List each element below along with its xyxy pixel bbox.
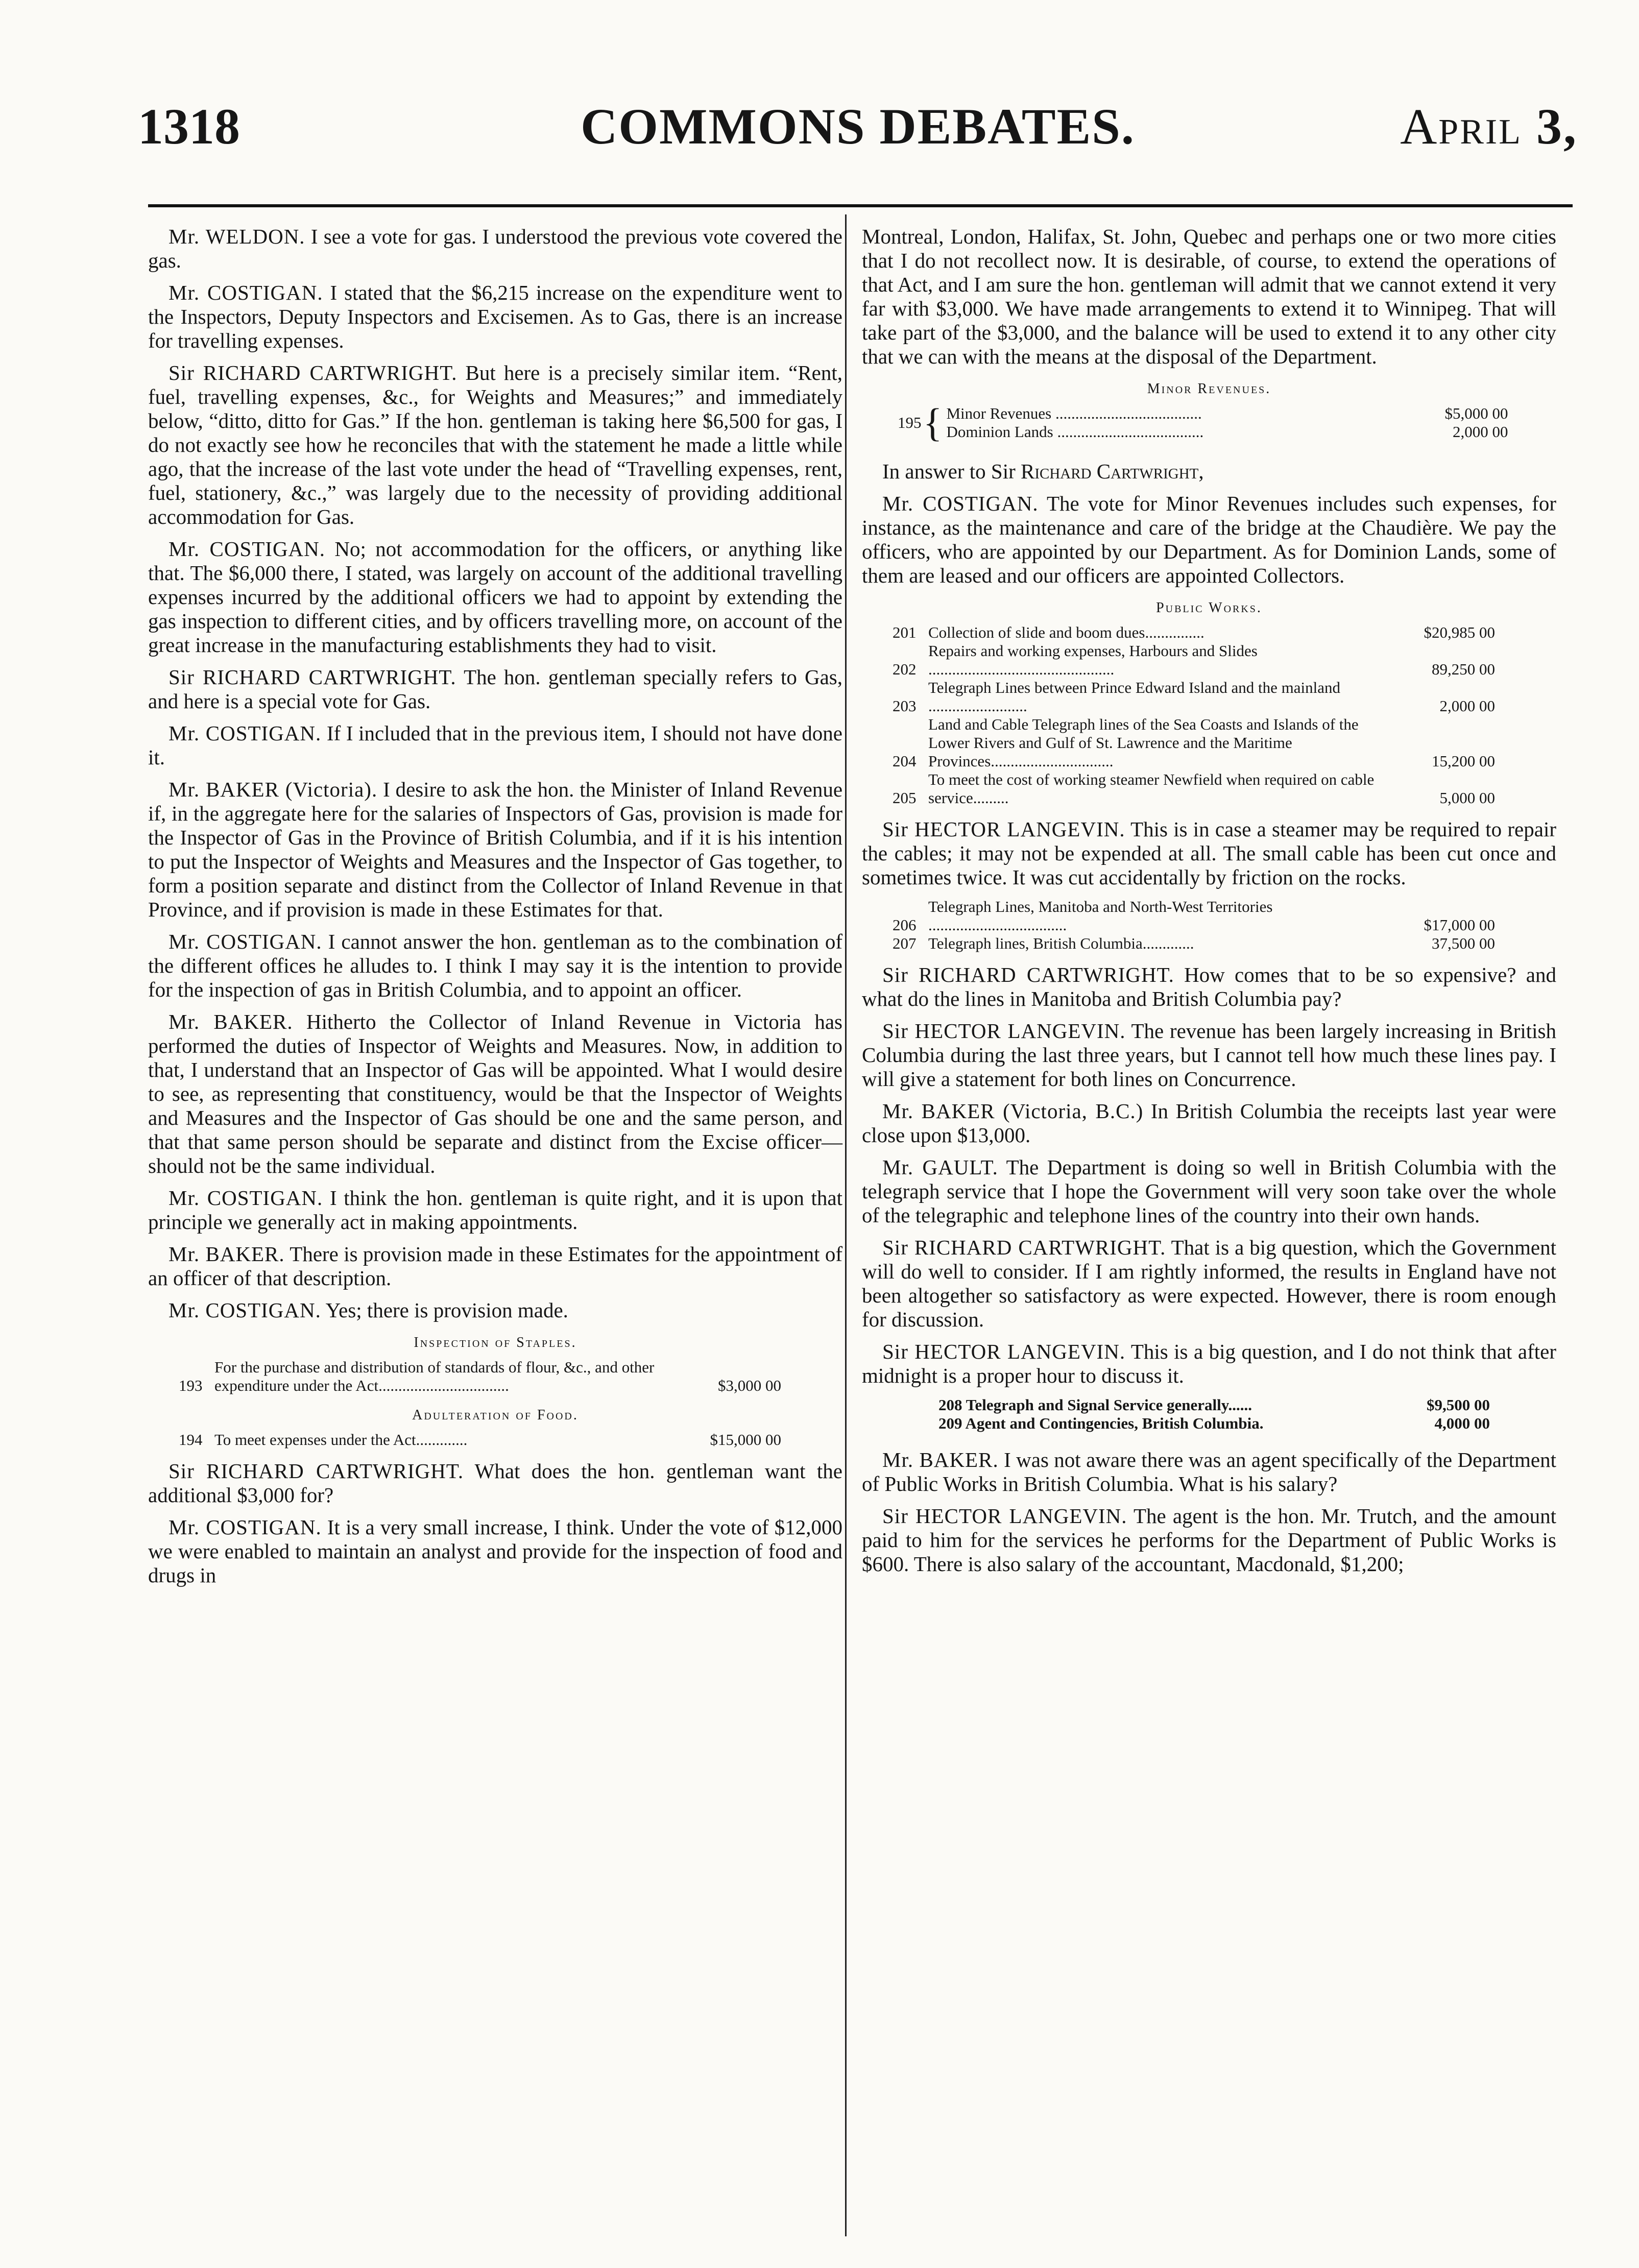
answer-intro-prefix: In answer to Sir bbox=[882, 460, 1016, 483]
item-number: 194 bbox=[179, 1431, 203, 1449]
speech-text: Hitherto the Collector of Inland Revenue in Victoria has performed the duties of Inspector of Weights and Measures. Now, in addition to that, I understand that an Inspector of Gas will be appointed. What I would desire to see, as representing that constituency, would be that the Inspector of Weights and Measures and the Inspector of Gas should be one and the same person, and that that same person should be separate and distinct from the Excise officer—should not be the same individual. bbox=[148, 1010, 842, 1177]
speech-text: But here is a precisely similar item. “Rent, fuel, travelling expenses, &c., for Weights and Measures;” and immediately below, “ditto, ditto for Gas.” If the hon. gentleman is taking here $6,500 for gas, I do not exactly see how he reconciles that with the statement he made a little while ago, that the increase of the last vote under the head of “Travelling expenses, rent, fuel, stationery, &c.,” was largely due to the necessity of providing additional accommodation for Gas. bbox=[148, 361, 843, 528]
speaker-name: Sir RICHARD CARTWRIGHT. bbox=[882, 1236, 1166, 1259]
item-amount: $20,985 00 bbox=[1424, 623, 1495, 641]
speech-paragraph bbox=[862, 817, 1556, 889]
item-number: 206 bbox=[893, 916, 917, 934]
speech-paragraph bbox=[862, 1019, 1556, 1091]
table-row bbox=[893, 623, 1495, 642]
item-description: Minor Revenues ..................................... bbox=[946, 404, 1202, 422]
speaker-name: Mr. COSTIGAN. bbox=[168, 1515, 322, 1539]
item-amount: 4,000 00 bbox=[1434, 1414, 1490, 1432]
item-amount: 15,200 00 bbox=[1432, 752, 1495, 770]
speech-text: The revenue has been largely increasing in British Columbia during the last three years, but I cannot tell how much these lines pay. I will give a statement for both lines on Concurrence. bbox=[862, 1019, 1556, 1091]
item-number: 205 bbox=[893, 789, 917, 807]
item-description: To meet the cost of working steamer Newfield when required on cable service......... bbox=[928, 770, 1375, 807]
speech-text: If I included that in the previous item, I should not have done it. bbox=[148, 721, 842, 769]
speech-paragraph bbox=[148, 225, 842, 273]
speaker-name: Mr. GAULT. bbox=[882, 1155, 998, 1179]
speaker-name: Sir HECTOR LANGEVIN. bbox=[882, 1504, 1127, 1528]
table-row bbox=[946, 404, 1508, 423]
speech-text: I desire to ask the hon. the Minister of Inland Revenue if, in the aggregate here for the salaries of Inspectors of Gas, provision is made for the Inspector of Gas in the Province of British Columbia, and if it is his intention to put the Inspector of Weights and Measures and the Inspector of Gas together, to form a position separate and distinct from the Collector of Inland Revenue in that Province, and if provision is made in these Estimates for that. bbox=[148, 778, 843, 921]
estimates-table-minor-revenues bbox=[898, 400, 1556, 445]
speech-text: No; not accommodation for the officers, or anything like that. The $6,000 there, I stated, was largely on account of the additional travelling expenses incurred by the additional officers we had to appoint by extending the gas inspection to different cities, and by officers travelling more, on account of the great increase in the manufacturing establishments they had to visit. bbox=[148, 537, 843, 657]
page-date-month: April bbox=[1400, 98, 1522, 155]
speech-text: The agent is the hon. Mr. Trutch, and the amount paid to him for the services he performs for the Department of Public Works is $600. There is also salary of the accountant, Macdonald, $1,200; bbox=[862, 1504, 1556, 1576]
item-number: 202 bbox=[893, 660, 917, 678]
speaker-name: Sir HECTOR LANGEVIN. bbox=[882, 1340, 1126, 1363]
speech-paragraph bbox=[862, 492, 1556, 588]
speaker-name: Sir HECTOR LANGEVIN. bbox=[882, 1019, 1126, 1043]
item-number: 204 bbox=[893, 752, 917, 770]
speaker-name: Sir RICHARD CARTWRIGHT. bbox=[882, 963, 1174, 986]
speech-text: I cannot answer the hon. gentleman as to the combination of the different offices he alludes to. I think I may say it is the intention to provide for the inspection of gas in British Columbia, and to appoint an officer. bbox=[148, 930, 843, 1001]
speaker-name: Sir RICHARD CARTWRIGHT. bbox=[168, 665, 456, 689]
speech-paragraph bbox=[148, 1515, 842, 1587]
table-row bbox=[179, 1358, 781, 1395]
item-amount: $17,000 00 bbox=[1424, 916, 1495, 934]
item-description: Repairs and working expenses, Harbours and Slides ............................................... bbox=[928, 642, 1258, 678]
item-description: Collection of slide and boom dues............... bbox=[928, 623, 1204, 641]
speech-paragraph bbox=[148, 1186, 842, 1234]
table-row bbox=[893, 898, 1495, 934]
speech-paragraph bbox=[862, 1155, 1556, 1227]
table-row bbox=[179, 1431, 781, 1449]
item-description: Telegraph Lines between Prince Edward Island and the mainland ......................... bbox=[928, 679, 1340, 715]
right-column bbox=[862, 225, 1556, 1584]
column-divider bbox=[845, 214, 847, 2236]
estimates-table-signal-service bbox=[938, 1396, 1490, 1433]
item-description: To meet expenses under the Act............. bbox=[214, 1431, 468, 1449]
section-title-minor-revenues: Minor Revenues. bbox=[1147, 381, 1271, 397]
speech-text: In British Columbia the receipts last year were close upon $13,000. bbox=[862, 1099, 1557, 1147]
item-description: Dominion Lands ..................................... bbox=[946, 423, 1204, 441]
page-header bbox=[138, 97, 1578, 179]
table-row bbox=[938, 1396, 1490, 1414]
item-description: 208 Telegraph and Signal Service generally...... bbox=[938, 1396, 1252, 1414]
speech-text: The hon. gentleman specially refers to Gas, and here is a special vote for Gas. bbox=[148, 665, 842, 713]
section-title-public-works: Public Works. bbox=[1156, 600, 1262, 616]
speaker-name: Sir HECTOR LANGEVIN. bbox=[882, 817, 1125, 841]
minor-revenue-rows bbox=[946, 404, 1508, 441]
left-column bbox=[148, 225, 842, 1596]
estimates-table-public-works bbox=[893, 623, 1495, 807]
speech-text: The vote for Minor Revenues includes such expenses, for instance, as the maintenance and care of the bridge at the Chaudière. We pay the officers, who are appointed by our Department. As for Dominion Lands, some of them are leased and our officers are appointed Collectors. bbox=[862, 492, 1556, 587]
speech-paragraph bbox=[148, 778, 842, 922]
item-amount: 37,500 00 bbox=[1432, 934, 1495, 952]
item-amount: 5,000 00 bbox=[1439, 789, 1495, 807]
speech-paragraph bbox=[148, 361, 842, 529]
speech-paragraph bbox=[148, 665, 842, 713]
estimates-table-telegraph bbox=[893, 898, 1495, 953]
item-description: Land and Cable Telegraph lines of the Sea Coasts and Islands of the Lower Rivers and Gulf of St. Lawrence and the Maritime Provinces............................... bbox=[928, 715, 1359, 770]
speech-paragraph bbox=[862, 1236, 1556, 1332]
brace-glyph: { bbox=[923, 400, 943, 445]
table-row bbox=[938, 1414, 1490, 1433]
item-amount: 2,000 00 bbox=[1439, 697, 1495, 715]
speech-text: There is provision made in these Estimates for the appointment of an officer of that description. bbox=[148, 1242, 842, 1290]
item-description: For the purchase and distribution of standards of flour, &c., and other expenditure under the Act................................. bbox=[214, 1358, 655, 1394]
speech-paragraph bbox=[862, 1504, 1556, 1576]
table-row bbox=[893, 715, 1495, 770]
speech-text: This is a big question, and I do not think that after midnight is a proper hour to discuss it. bbox=[862, 1340, 1556, 1387]
speech-text: The Department is doing so well in British Columbia with the telegraph service that I hope the Government will very soon take over the whole of the telegraphic and telephone lines of the country into their own hands. bbox=[862, 1155, 1556, 1227]
item-amount: $15,000 00 bbox=[710, 1431, 781, 1449]
item-description: 209 Agent and Contingencies, British Columbia. bbox=[938, 1414, 1264, 1432]
speech-text: I stated that the $6,215 increase on the expenditure went to the Inspectors, Deputy Inspectors and Excisemen. As to Gas, there is an increase for travelling expenses. bbox=[148, 281, 842, 352]
speech-paragraph bbox=[862, 963, 1556, 1011]
speaker-name: Mr. COSTIGAN. bbox=[168, 1298, 321, 1322]
speech-text: I see a vote for gas. I understood the previous vote covered the gas. bbox=[148, 225, 842, 272]
speech-paragraph bbox=[148, 537, 842, 657]
speaker-name: Mr. WELDON. bbox=[168, 225, 305, 248]
page-date bbox=[1400, 97, 1578, 156]
speaker-name: Sir RICHARD CARTWRIGHT. bbox=[168, 1459, 464, 1483]
table-row bbox=[893, 934, 1495, 953]
header-rule bbox=[148, 204, 1573, 207]
speaker-name: Mr. BAKER (Victoria). bbox=[168, 778, 378, 801]
speech-paragraph bbox=[148, 930, 842, 1002]
speech-paragraph bbox=[148, 281, 842, 353]
speech-paragraph bbox=[148, 721, 842, 769]
speech-paragraph bbox=[148, 1459, 842, 1507]
page-number: 1318 bbox=[138, 98, 240, 155]
speech-text: What does the hon. gentleman want the additional $3,000 for? bbox=[148, 1459, 842, 1507]
section-title-adulteration-of-food: Adulteration of Food. bbox=[412, 1407, 579, 1423]
speech-paragraph bbox=[862, 1099, 1556, 1147]
page-date-day: 3, bbox=[1536, 98, 1578, 155]
speech-paragraph bbox=[148, 1242, 842, 1290]
speech-paragraph bbox=[862, 1340, 1556, 1388]
speech-text: I think the hon. gentleman is quite right, and it is upon that principle we generally act in making appointments. bbox=[148, 1186, 842, 1234]
speaker-name: Mr. BAKER. bbox=[882, 1448, 999, 1471]
answer-intro-name: Richard Cartwright, bbox=[1021, 460, 1204, 483]
speech-paragraph bbox=[862, 1448, 1556, 1496]
item-description: Telegraph lines, British Columbia............. bbox=[928, 934, 1194, 952]
item-number: 203 bbox=[893, 697, 917, 715]
speaker-name: Mr. BAKER (Victoria, B.C.) bbox=[882, 1099, 1144, 1123]
speaker-name: Mr. BAKER. bbox=[168, 1242, 285, 1266]
journal-title: COMMONS DEBATES. bbox=[581, 98, 1135, 155]
item-amount: 2,000 00 bbox=[1452, 423, 1508, 441]
table-row bbox=[893, 642, 1495, 679]
item-amount: $3,000 00 bbox=[718, 1377, 781, 1394]
speaker-name: Mr. COSTIGAN. bbox=[168, 1186, 323, 1210]
speaker-name: Mr. COSTIGAN. bbox=[168, 281, 323, 304]
table-row bbox=[893, 679, 1495, 715]
speech-text: This is in case a steamer may be required to repair the cables; it may not be expended at all. The small cable has been cut once and sometimes twice. It was cut accidentally by friction on the rocks. bbox=[862, 817, 1556, 889]
answer-intro bbox=[862, 460, 1556, 484]
estimates-table-staples bbox=[179, 1358, 781, 1395]
speech-text: Yes; there is provision made. bbox=[325, 1298, 568, 1322]
speaker-name: Sir RICHARD CARTWRIGHT. bbox=[168, 361, 457, 384]
speaker-name: Mr. COSTIGAN. bbox=[168, 930, 322, 953]
speaker-name: Mr. BAKER. bbox=[168, 1010, 293, 1033]
item-amount: 89,250 00 bbox=[1432, 660, 1495, 678]
item-description: Telegraph Lines, Manitoba and North-West Territories ................................... bbox=[928, 898, 1273, 934]
item-amount: $9,500 00 bbox=[1427, 1396, 1490, 1414]
item-number: 193 bbox=[179, 1377, 203, 1394]
item-number: 207 bbox=[893, 934, 917, 952]
speech-continuation: Montreal, London, Halifax, St. John, Quebec and perhaps one or two more cities that I do not recollect now. It is desirable, of course, to extend the operations of that Act, and I am sure the hon. gentleman will admit that we cannot extend it very far with $3,000. We have made arrangements to extend it to Winnipeg. That will take part of the $3,000, and the balance will be used to extend it to any other city that we can with the means at the disposal of the Department. bbox=[862, 225, 1556, 368]
speaker-name: Mr. COSTIGAN. bbox=[882, 492, 1039, 515]
item-number: 195 bbox=[898, 414, 922, 431]
estimates-table-food bbox=[179, 1431, 781, 1449]
item-amount: $5,000 00 bbox=[1444, 404, 1508, 422]
speech-paragraph bbox=[148, 1298, 842, 1322]
speaker-name: Mr. COSTIGAN. bbox=[168, 537, 326, 561]
section-title-inspection-of-staples: Inspection of Staples. bbox=[414, 1335, 577, 1350]
speech-text: That is a big question, which the Government will do well to consider. If I am rightly informed, the results in England have not been altogether so satisfactory as were expected. However, there is room enough for discussion. bbox=[862, 1236, 1557, 1331]
speech-text: It is a very small increase, I think. Under the vote of $12,000 we were enabled to maintain an analyst and provide for the inspection of food and drugs in bbox=[148, 1515, 842, 1587]
table-row bbox=[893, 770, 1495, 807]
speech-paragraph bbox=[148, 1010, 842, 1178]
speech-text: I was not aware there was an agent specifically of the Department of Public Works in British Columbia. What is his salary? bbox=[862, 1448, 1557, 1495]
speech-text: How comes that to be so expensive? and what do the lines in Manitoba and British Columbia pay? bbox=[862, 963, 1557, 1010]
table-row bbox=[946, 423, 1508, 441]
speaker-name: Mr. COSTIGAN. bbox=[168, 721, 322, 745]
item-number: 201 bbox=[893, 623, 917, 641]
